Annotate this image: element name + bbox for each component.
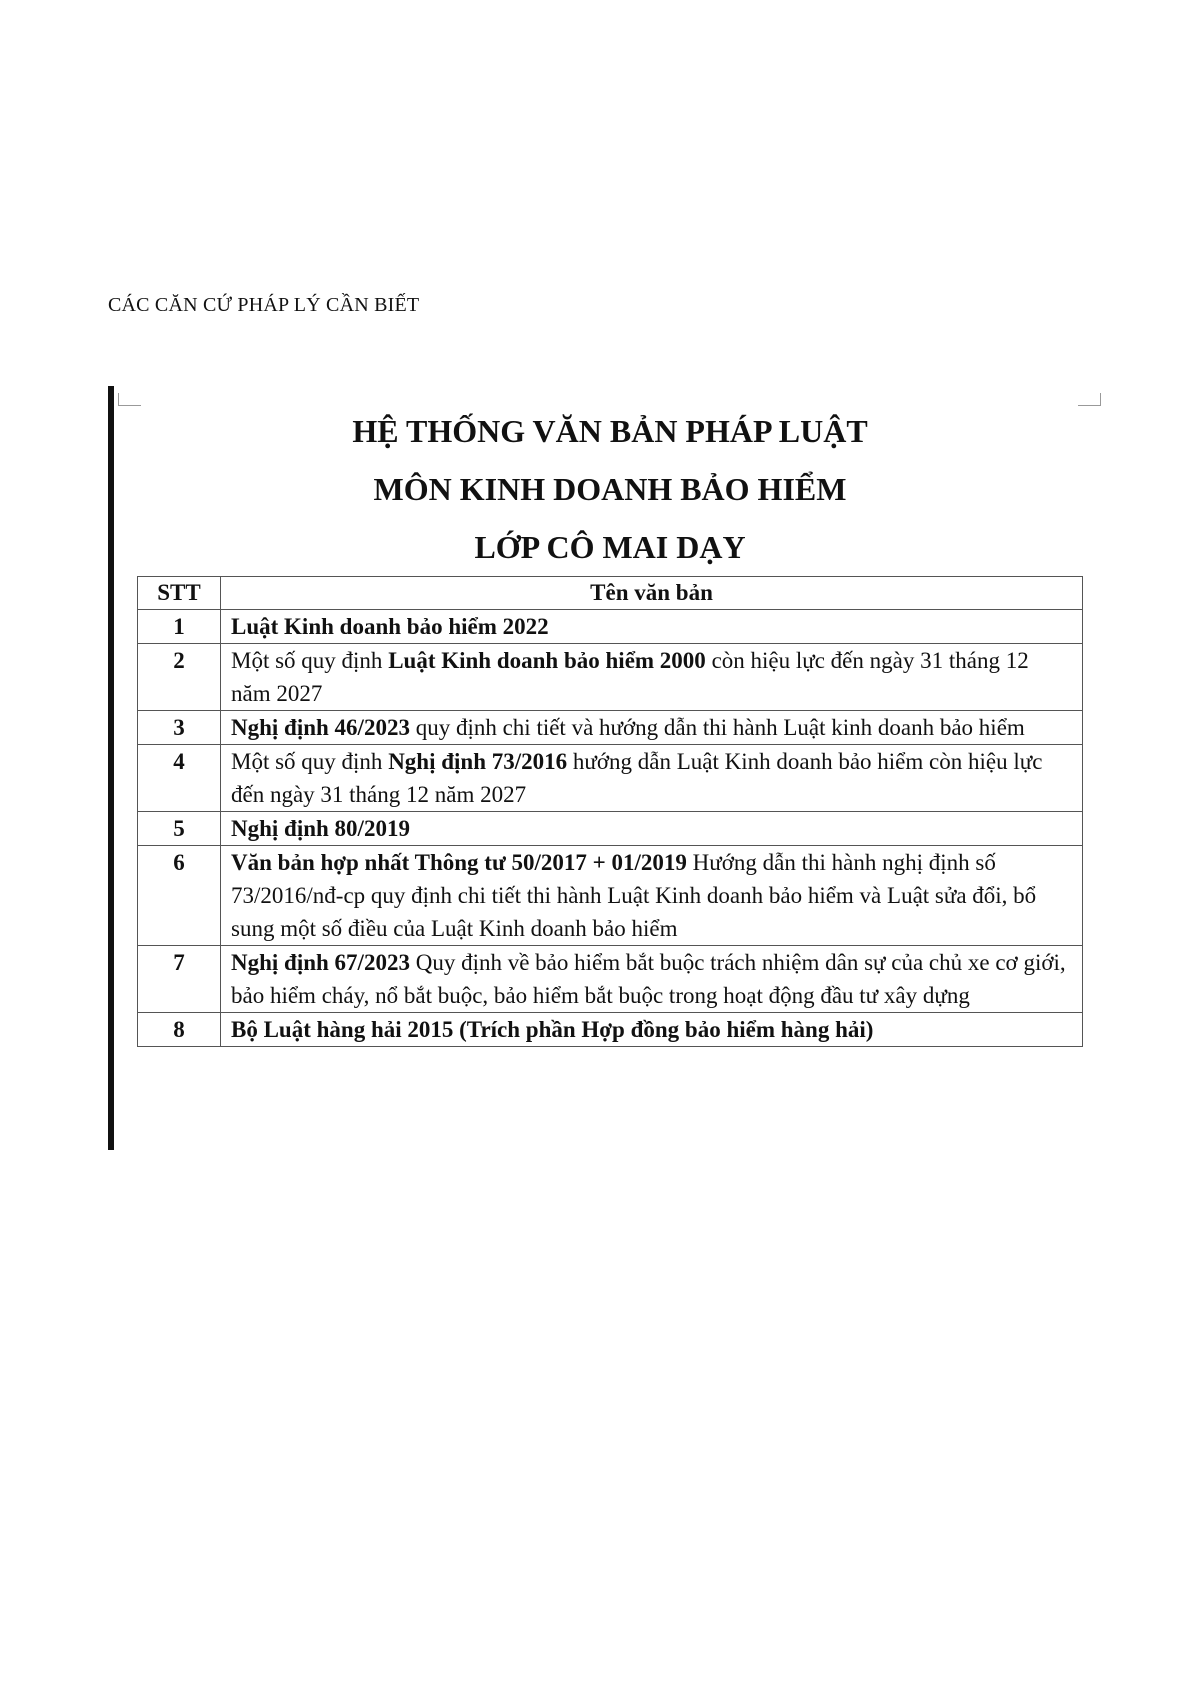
table-row (138, 846, 1083, 946)
document-title-bold: Luật Kinh doanh bảo hiểm 2022 (231, 614, 549, 639)
row-number: 1 (138, 610, 221, 644)
document-description: Một số quy định (231, 749, 389, 774)
table-row (138, 946, 1083, 1013)
document-name (221, 1013, 1083, 1047)
title-line-3: LỚP CÔ MAI DẠY (474, 529, 746, 565)
document-name (221, 946, 1083, 1013)
row-number: 3 (138, 711, 221, 745)
document-description: quy định chi tiết và hướng dẫn thi hành Luật kinh doanh bảo hiểm (409, 715, 1025, 740)
document-name (221, 846, 1083, 946)
row-number: 2 (138, 644, 221, 711)
header-document-name: Tên văn bản (221, 577, 1083, 610)
document-description: hướng dẫn Luật Kinh doanh bảo hiểm còn hiệu lực đến ngày 31 tháng 12 năm 2027 (231, 749, 1043, 807)
row-number: 7 (138, 946, 221, 1013)
document-title-bold: Bộ Luật hàng hải 2015 (Trích phần Hợp đồng bảo hiểm hàng hải) (231, 1017, 874, 1042)
table-header-row (138, 577, 1083, 610)
document-name (221, 711, 1083, 745)
document-name (221, 644, 1083, 711)
document-title-bold: Nghị định 46/2023 (231, 715, 410, 740)
header-stt: STT (138, 577, 221, 610)
document-title-bold: Nghị định 80/2019 (231, 816, 410, 841)
document-description: Quy định về bảo hiểm bắt buộc trách nhiệm dân sự của chủ xe cơ giới, bảo hiểm cháy, nổ bắt buộc, bảo hiểm bắt buộc trong hoạt động đầu tư xây dựng (231, 950, 1066, 1008)
document-description: Hướng dẫn thi hành nghị định số 73/2016/nđ-cp quy định chi tiết thi hành Luật Kinh doanh bảo hiểm và Luật sửa đổi, bổ sung một số điều của Luật Kinh doanh bảo hiểm (231, 850, 1037, 941)
row-number: 6 (138, 846, 221, 946)
document-name (221, 745, 1083, 812)
document-title-bold: Nghị định 67/2023 (231, 950, 410, 975)
table-body (138, 610, 1083, 1047)
document-description: còn hiệu lực đến ngày 31 tháng 12 năm 2027 (231, 648, 1029, 706)
document-title-bold: Nghị định 73/2016 (388, 749, 568, 774)
table-row (138, 745, 1083, 812)
row-number: 4 (138, 745, 221, 812)
page-heading: CÁC CĂN CỨ PHÁP LÝ CẦN BIẾT (108, 294, 420, 316)
document-name (221, 610, 1083, 644)
scan-left-border (108, 386, 114, 1150)
row-number: 8 (138, 1013, 221, 1047)
document-name (221, 812, 1083, 846)
title-line-1: HỆ THỐNG VĂN BẢN PHÁP LUẬT (352, 413, 868, 449)
table-row (138, 812, 1083, 846)
table-row (138, 610, 1083, 644)
document-description: Một số quy định (231, 648, 389, 673)
legal-documents-table (137, 576, 1083, 1047)
table-row (138, 644, 1083, 711)
document-title-bold: Văn bản hợp nhất Thông tư 50/2017 + 01/2019 (231, 850, 687, 875)
document-titles (136, 402, 1084, 576)
table-row (138, 711, 1083, 745)
row-number: 5 (138, 812, 221, 846)
title-line-2: MÔN KINH DOANH BẢO HIỂM (373, 471, 847, 507)
table-row (138, 1013, 1083, 1047)
document-title-bold: Luật Kinh doanh bảo hiểm 2000 (388, 648, 706, 673)
